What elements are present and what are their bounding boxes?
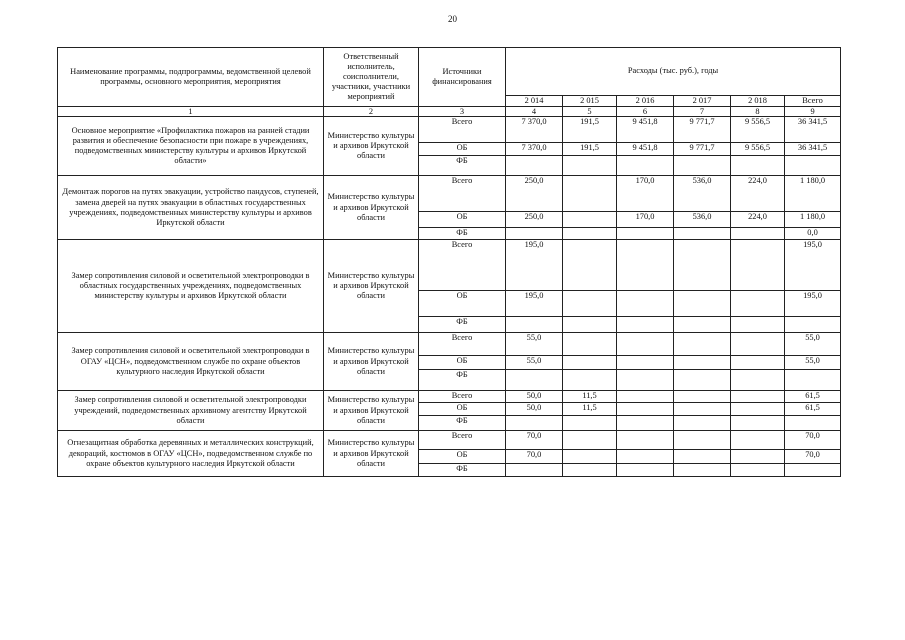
year-value: 50,0 [506,391,563,403]
total-value: 61,5 [785,391,841,403]
year-value: 224,0 [731,212,785,228]
year-value: 55,0 [506,356,563,370]
year-value [506,228,563,240]
year-value [563,416,617,431]
year-value [674,464,731,477]
year-value [731,370,785,391]
year-value: 250,0 [506,176,563,212]
total-value: 70,0 [785,431,841,450]
year-value [731,291,785,317]
responsible-executor: Министерство культуры и архивов Иркутской области [324,240,419,333]
header-program-name: Наименование программы, подпрограммы, ведомственной целевой программы, основного мероприятия, мероприятия [58,48,324,107]
year-value [731,333,785,356]
year-value: 250,0 [506,212,563,228]
total-value: 70,0 [785,450,841,464]
year-value [731,317,785,333]
year-value [617,156,674,176]
year-value [674,370,731,391]
funding-source: Всего [419,333,506,356]
year-value [563,228,617,240]
year-value: 9 556,5 [731,117,785,143]
header-year: 2 018 [731,96,785,107]
activity-name: Замер сопротивления силовой и осветительной электропроводки в областных государственных учреждениях, подведомственных министерству культуры и архивов Иркутской области [58,240,324,333]
header-year: 2 015 [563,96,617,107]
funding-source: Всего [419,431,506,450]
year-value [731,416,785,431]
year-value: 9 771,7 [674,143,731,156]
total-value [785,416,841,431]
responsible-executor: Министерство культуры и архивов Иркутской области [324,176,419,240]
total-value: 195,0 [785,240,841,291]
year-value [617,450,674,464]
year-value [617,464,674,477]
table-row [58,333,841,356]
year-value [617,416,674,431]
year-value [674,317,731,333]
year-value [674,391,731,403]
year-value: 9 451,8 [617,117,674,143]
column-number: 3 [419,107,506,117]
year-value [506,370,563,391]
funding-source: ФБ [419,317,506,333]
funding-source: ОБ [419,356,506,370]
year-value [674,156,731,176]
year-value: 224,0 [731,176,785,212]
funding-source: Всего [419,117,506,143]
total-value [785,156,841,176]
year-value: 195,0 [506,240,563,291]
activity-name: Основное мероприятие «Профилактика пожаров на ранней стадии развития и обеспечение безопасности при пожаре в учреждениях, подведомственных министерству культуры и архивов Иркутской области» [58,117,324,176]
year-value [617,370,674,391]
funding-source: Всего [419,391,506,403]
year-value [506,317,563,333]
funding-source: ФБ [419,370,506,391]
column-numbers-row [58,107,841,117]
year-value [617,240,674,291]
total-value: 1 180,0 [785,212,841,228]
total-value: 36 341,5 [785,117,841,143]
activity-name: Замер сопротивления силовой и осветительной электропроводки в ОГАУ «ЦСН», подведомственном службе по охране объектов культурного наследия Иркутской области [58,333,324,391]
year-value [731,356,785,370]
total-value: 61,5 [785,403,841,416]
year-value: 9 451,8 [617,143,674,156]
page-number: 20 [448,14,457,24]
year-value [731,240,785,291]
year-value [731,450,785,464]
year-value [731,228,785,240]
year-value [563,291,617,317]
year-value [674,416,731,431]
year-value [617,333,674,356]
table-body [58,117,841,477]
responsible-executor: Министерство культуры и архивов Иркутской области [324,431,419,477]
year-value [563,431,617,450]
year-value [617,356,674,370]
year-value [563,240,617,291]
header-total: Всего [785,96,841,107]
column-number: 6 [617,107,674,117]
year-value [506,464,563,477]
total-value [785,370,841,391]
total-value [785,464,841,477]
year-value: 170,0 [617,212,674,228]
year-value [674,356,731,370]
year-value [731,431,785,450]
column-number: 5 [563,107,617,117]
table-row [58,240,841,291]
header-sources: Источники финансирования [419,48,506,107]
year-value [731,391,785,403]
year-value [563,464,617,477]
year-value [731,156,785,176]
funding-source: ОБ [419,403,506,416]
year-value: 7 370,0 [506,117,563,143]
year-value [674,403,731,416]
year-value [674,333,731,356]
funding-source: ФБ [419,464,506,477]
year-value [731,464,785,477]
activity-name: Огнезащитная обработка деревянных и металлических конструкций, декораций, костюмов в ОГАУ «ЦСН», подведомственном службе по охране объектов культурного наследия Иркутской области [58,431,324,477]
year-value [617,228,674,240]
year-value: 9 556,5 [731,143,785,156]
total-value: 55,0 [785,356,841,370]
funding-source: ОБ [419,143,506,156]
total-value: 1 180,0 [785,176,841,212]
year-value [506,156,563,176]
column-number: 7 [674,107,731,117]
year-value: 55,0 [506,333,563,356]
budget-table [57,47,841,477]
year-value [674,450,731,464]
year-value [674,228,731,240]
year-value [563,317,617,333]
year-value [617,291,674,317]
year-value [563,333,617,356]
header-year: 2 014 [506,96,563,107]
year-value [731,403,785,416]
year-value [674,291,731,317]
year-value [563,356,617,370]
year-value: 536,0 [674,212,731,228]
header-year: 2 017 [674,96,731,107]
year-value: 11,5 [563,391,617,403]
year-value: 170,0 [617,176,674,212]
year-value [617,403,674,416]
responsible-executor: Министерство культуры и архивов Иркутской области [324,333,419,391]
activity-name: Демонтаж порогов на путях эвакуации, устройство пандусов, ступеней, замена дверей на путях эвакуации в областных государственных учреждениях, подведомственных министерству культуры и архивов Иркутской области [58,176,324,240]
funding-source: ФБ [419,416,506,431]
funding-source: ОБ [419,291,506,317]
total-value [785,317,841,333]
year-value [563,450,617,464]
year-value [674,431,731,450]
year-value: 191,5 [563,117,617,143]
table-row [58,176,841,212]
responsible-executor: Министерство культуры и архивов Иркутской области [324,391,419,431]
total-value: 195,0 [785,291,841,317]
year-value [617,431,674,450]
year-value: 195,0 [506,291,563,317]
year-value [563,176,617,212]
table-row [58,391,841,403]
year-value [563,212,617,228]
year-value: 536,0 [674,176,731,212]
year-value [617,391,674,403]
year-value [674,240,731,291]
total-value: 55,0 [785,333,841,356]
column-number: 1 [58,107,324,117]
funding-source: ОБ [419,212,506,228]
responsible-executor: Министерство культуры и архивов Иркутской области [324,117,419,176]
funding-source: ФБ [419,156,506,176]
year-value: 11,5 [563,403,617,416]
funding-source: ФБ [419,228,506,240]
year-value [506,416,563,431]
header-responsible: Ответственный исполнитель, соисполнители, участники, участники мероприятий [324,48,419,107]
year-value: 191,5 [563,143,617,156]
year-value [563,156,617,176]
column-number: 8 [731,107,785,117]
table-row [58,117,841,143]
funding-source: ОБ [419,450,506,464]
column-number: 2 [324,107,419,117]
table-row [58,431,841,450]
total-value: 0,0 [785,228,841,240]
year-value [617,317,674,333]
year-value: 70,0 [506,431,563,450]
year-value: 9 771,7 [674,117,731,143]
funding-source: Всего [419,176,506,212]
header-year: 2 016 [617,96,674,107]
year-value: 70,0 [506,450,563,464]
year-value: 7 370,0 [506,143,563,156]
column-number: 9 [785,107,841,117]
year-value: 50,0 [506,403,563,416]
column-number: 4 [506,107,563,117]
funding-source: Всего [419,240,506,291]
total-value: 36 341,5 [785,143,841,156]
year-value [563,370,617,391]
activity-name: Замер сопротивления силовой и осветительной электропроводки учреждений, подведомственных архивному агентству Иркутской области [58,391,324,431]
header-expenses: Расходы (тыс. руб.), годы [506,48,841,96]
